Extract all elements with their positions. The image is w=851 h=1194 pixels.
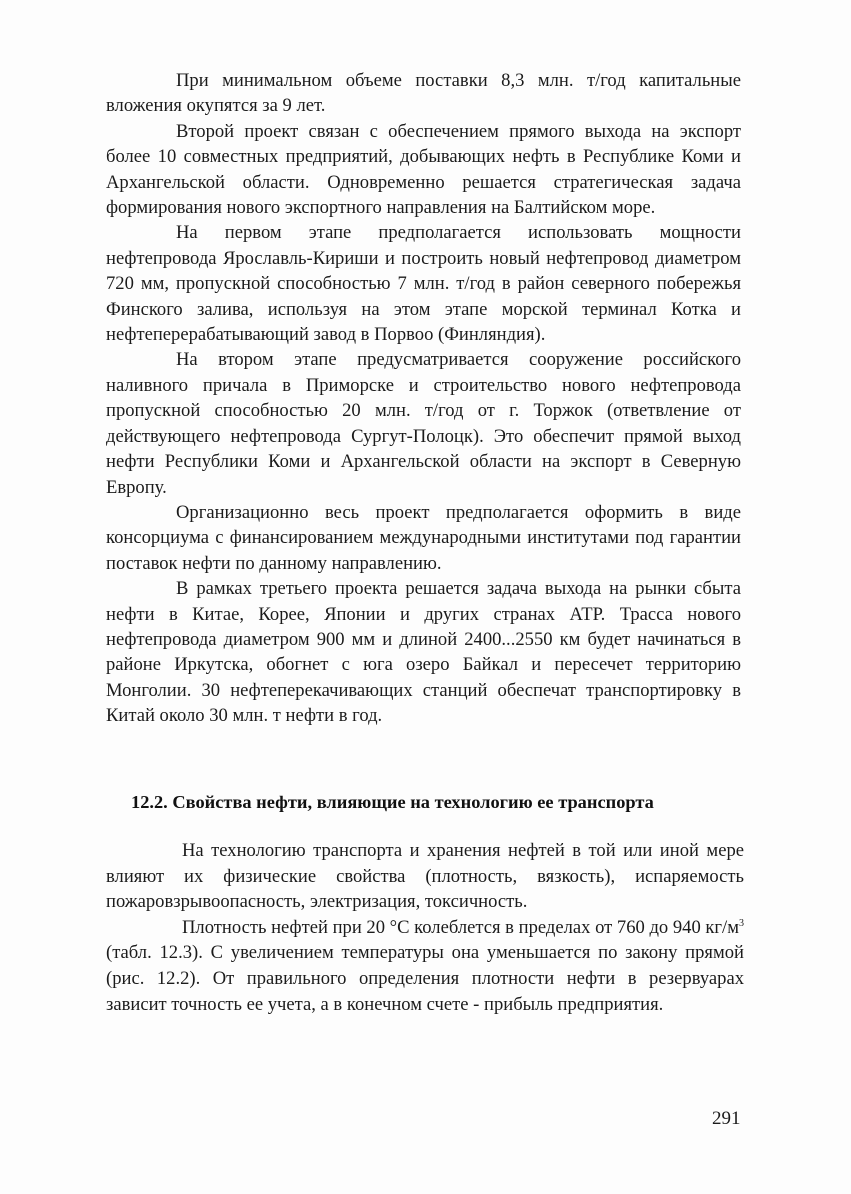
paragraph-first-stage: На первом этапе предполагается использовать мощности нефтепровода Ярославль-Кириши и построить новый нефтепровод диаметром 720 мм, пропускной способностью 7 млн. т/год в район северного побережья Финского залива, используя на этом этапе морской терминал Котка и нефтеперерабатывающий завод в Порвоо (Финляндия). — [106, 222, 741, 346]
paragraph-payback: При минимальном объеме поставки 8,3 млн. т/год капитальные вложения окупятся за 9 лет. — [106, 70, 741, 117]
body-text — [106, 68, 741, 729]
cubic-superscript: 3 — [739, 917, 744, 929]
paragraph-second-stage: На втором этапе предусматривается сооружение российского наливного причала в Приморске и строительство нового нефтепровода пропускной способностью 20 млн. т/год от г. Торжок (ответвление от действующего нефтепровода Сургут-Полоцк). Это обеспечит прямой выход нефти Республики Коми и Архангельской области на экспорт в Северную Европу. — [106, 349, 741, 498]
paragraph-density — [106, 915, 744, 1017]
paragraph-consortium: Организационно весь проект предполагается оформить в виде консорциума с финансированием международными институтами под гарантии поставок нефти по данному направлению. — [106, 501, 741, 574]
paragraph-second-project: Второй проект связан с обеспечением прямого выхода на экспорт более 10 совместных предприятий, добывающих нефть в Республике Коми и Архангельской области. Одновременно решается стратегическая задача формирования нового экспортного направления на Балтийском море. — [106, 120, 741, 219]
paragraph-properties: На технологию транспорта и хранения нефтей в той или иной мере влияют их физические свойства (плотность, вязкость), испаряемость пожаровзрывоопасность, электризация, токсичность. — [106, 840, 744, 913]
density-text-start: Плотность нефтей при 20 °С колеблется в пределах от 760 до 940 кг/м — [182, 916, 739, 938]
page-number: 291 — [712, 1108, 741, 1129]
section-body-text — [106, 838, 744, 1017]
paragraph-third-project: В рамках третьего проекта решается задача выхода на рынки сбыта нефти в Китае, Корее, Японии и других странах АТР. Трасса нового нефтепровода диаметром 900 мм и длиной 2400...2550 км будет начинаться в районе Иркутска, обогнет с юга озеро Байкал и пересечет территорию Монголии. 30 нефтеперекачивающих станций обеспечат транспортировку в Китай около 30 млн. т нефти в год. — [106, 578, 741, 727]
density-text-end: (табл. 12.3). С увеличением температуры она уменьшается по закону прямой (рис. 12.2). От правильного определения плотности нефти в резервуарах зависит точность ее учета, а в конечном счете - прибыль предприятия. — [106, 942, 744, 1015]
section-heading: 12.2. Свойства нефти, влияющие на технологию ее транспорта — [131, 792, 654, 812]
